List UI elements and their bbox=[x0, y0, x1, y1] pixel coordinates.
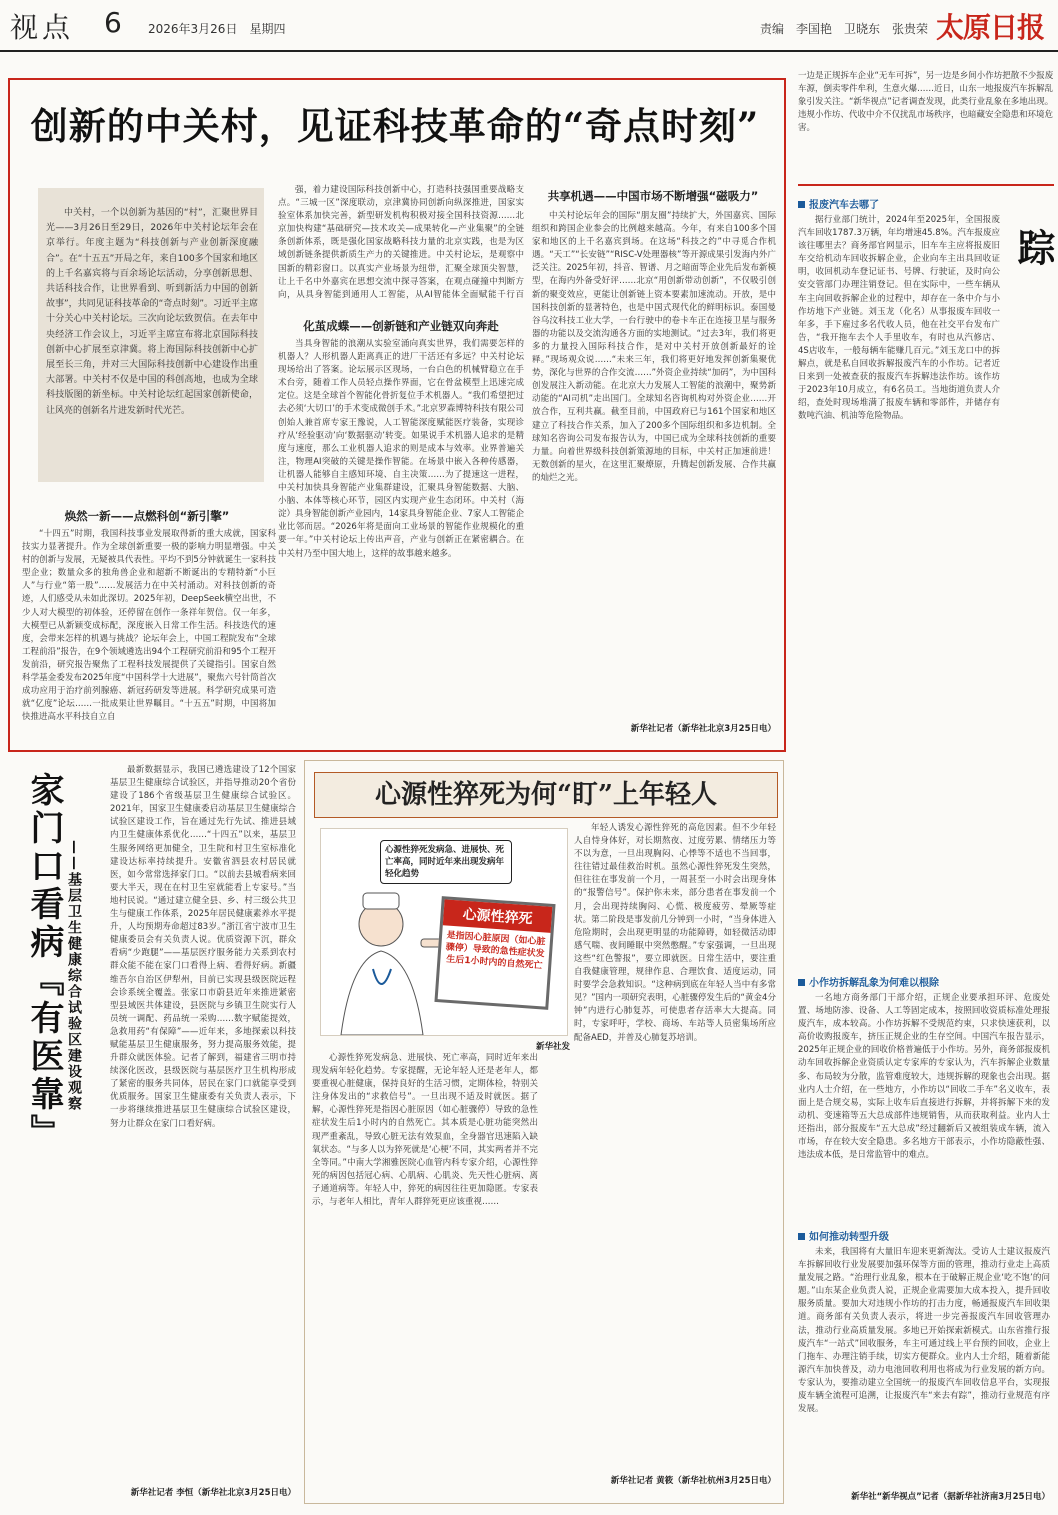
clinic-vertical-subtitle: ——基层卫生健康综合试验区建设观察 bbox=[66, 840, 82, 1112]
sign-heading: 心源性猝死 bbox=[443, 899, 553, 932]
newspaper-logo: 太原日报 bbox=[936, 11, 1045, 44]
article-col-3: 中关村论坛年会的国际“朋友圈”持续扩大，外国嘉宾、国际组织和跨国企业参会的比例越来越高。今年，有来自100多个国家和地区的上千名嘉宾到场。在这场“科技之约”中寻觅合作机遇。“天工”“长安链”“RISC-V处理器核”等开源成果引发海内外广泛关注。2025年初，抖音、智谱、月之暗面等企业先后发布新模型，在海内外备受好评……北京“用创新带动创新”，不仅吸引创新的聚变效应，更能让创新链上资本要素加速流动。开放，是中国科技创新的显著特色，也是中国式现代化的鲜明标识。泰国曼谷乌汶科技工业大学，一台行驶中的卷卡车正在连接卫星与服务器的功能以及交流沟通各方面的实地测试。“过去3年，我们将更多的力量投入国际科技合作，是对中关村开放创新最好的诠释。”现场观众说……“未来三年，我们将更好地发挥创新集聚优势，深化与世界的合作交流……”外资企业持续“加码”，为中国科创发展注入新动能。在北京大力发展人工智能的浪潮中，聚势新动能的“AI司机”走出国门。全球知名咨询机构对外资企业……开放合作，互利共赢。截至目前，中国政府已与161个国家和地区建立了科技合作关系，加入了200多个国际组织和多边机制。全球知名咨询公司发布报告认为，中国已成为全球科技创新的重要力量。向着世界级科技创新策源地的目标，中关村正加速前进！无数创新的星火，在这里汇聚燎原，升腾起创新发展、合作共赢的灿烂之光。 bbox=[532, 211, 776, 483]
scrap-vertical-title: 踪 bbox=[1011, 228, 1056, 272]
square-bullet-icon bbox=[798, 979, 805, 986]
scrap-top-rule bbox=[798, 184, 1054, 186]
story4-credit: 新华社“新华视点”记者（据新华社济南3月25日电） bbox=[851, 1492, 1050, 1502]
heart-story-title: 心源性猝死为何“盯”上年轻人 bbox=[314, 772, 778, 818]
story1-credit: 新华社记者（新华社北京3月25日电） bbox=[630, 724, 776, 734]
story2-credit: 新华社记者 李恒（新华社北京3月25日电） bbox=[130, 1488, 296, 1498]
scrap-sec1-head: 报废汽车去哪了 bbox=[798, 196, 998, 211]
clinic-article: 最新数据显示，我国已遴选建设了12个国家基层卫生健康综合试验区，并指导推动20个省份建设了186个省级基层卫生健康综合试验区。2021年，国家卫生健康委启动基层卫生健康综合试验区建设工作，旨在通过先行先试、推进县域内卫生健康体系优化……“十四五”以来，基层卫生服务网络更加健全，卫生院和村卫生室标准化建设达标率持续提升。安徽省泗县农村居民就医，如今常常选择家门口。“以前去县城看病来回要大半天，现在在村卫生室就能看上专家号。”当地村民说。“通过建立健全县、乡、村三级公共卫生与健康工作体系，2025年居民健康素养水平提升，人均预期寿命超过83岁。”浙江省宁波市卫生健康委员会有关负责人说。优质资源下沉，群众看病“少跑腿”——基层医疗服务能力关系到农村群众能不能在家门口看得上病、看得好病。新疆维吾尔自治区伊犁州，目前已实现县级医院远程会诊系统全覆盖。张家口市蔚县近年来推进紧密型县域医共体建设，县医院与乡镇卫生院实行人员统一调配、药品统一采购……数字赋能提效，急救用药“有保障”——近年来，多地探索以科技赋能基层卫生健康服务，努力提高服务效能，提升群众就医体验。记者了解到，福建省三明市持续深化医改，县级医院与基层医疗卫生机构形成了紧密的服务共同体，居民在家门口就能享受到优质服务。国家卫生健康委有关负责人表示，下一步将继续推进基层卫生健康综合试验区建设，努力让群众在家门口看好病。 bbox=[110, 765, 296, 1129]
scrap-sec1-text: 据行业部门统计，2024年至2025年，全国报废汽车回收1787.3万辆，年均增速45.8%。汽车报废应该往哪里去？商务部官网显示，旧车车主应将报废旧车交给机动车回收拆解企业，企业向车主出具回收证明，收回机动车登记证书、号牌、行驶证，及时向公安交管部门办理注销登记。但在实际中，一些车辆从车主向回收拆解企业的过程中，却存在一条中介与小作坊地下产业链。刘玉龙（化名）从事报废车回收一年多，手下雇过多名代收人员，他在社交平台发布广告，“我开拖车去个人手里收车，有时也从汽修店、4S店收车，一般每辆车能赚几百元。”刘玉龙口中的拆解点，就是私自回收拆解报废汽车的小作坊。记者近日来到一处被查获的报废汽车拆解违法作坊。该作坊于2023年10月成立，有6名员工。当地街道负责人介绍，查处时现场堆满了报废车辆和零部件，并储存有数吨汽油、机油等危险物品。 bbox=[798, 215, 1000, 422]
sign-definition: 是指因心脏原因（如心脏骤停）导致的急性症状发生后1小时内的自然死亡 bbox=[445, 930, 546, 972]
heart-article-b: 年轻人诱发心源性猝死的高危因素。但不少年轻人自恃身体好，对长期熬夜、过度劳累、情绪压力等不以为意，一旦出现胸闷、心悸等不适也不当回事，往往错过最佳救治时机。虽然心源性猝死发生突然，但往往在事发前一个月，一周甚至一小时会出现身体的“报警信号”。保护你未来，部分患者在事发前一个月，会出现持续胸闷、心慌、极度疲劳、晕厥等症状。第二阶段是事发前几分钟到一小时，“当身体进入危险期时，会出现更明显的功能障碍，如轻微活动即感气喘、夜间睡眠中突然憋醒。”专家强调，一旦出现这些“红色警报”，要立即就医。日常生活中，要注重自我健康管理，规律作息、合理饮食、适度运动，同时要学会急救知识。“这种病到底在年轻人当中有多常见？”国内一项研究表明，心脏骤停发生后的“黄金4分钟”内进行心肺复苏，可使患者存活率大大提高。同时，专家呼吁，学校、商场、车站等人员密集场所应配备AED，并普及心肺复苏培训。 bbox=[574, 823, 776, 1043]
subhead-chain: 化茧成蝶——创新链和产业链双向奔赴 bbox=[303, 319, 499, 333]
scrap-intro: 一边是正规拆车企业“无车可拆”，另一边是乡间小作坊把散不少报废车源，倒卖零件牟利，生意火爆……近日，山东一地报废汽车拆解乱象引发关注。“新华视点”记者调查发现，此类行业乱象在多地出现。违规小作坊、代收中介不仅扰乱市场秩序，也暗藏安全隐患和环境危害。 bbox=[798, 71, 1054, 133]
definition-sign bbox=[434, 896, 555, 1010]
story3-credit: 新华社记者 黄筱（新华社杭州3月25日电） bbox=[610, 1476, 776, 1486]
issue-date: 2026年3月26日 星期四 bbox=[148, 22, 286, 36]
article-col-2b: 当具身智能的浪潮从实验室涌向真实世界，我们需要怎样的机器人？人形机器人距离真正的进厂干活还有多远？中关村论坛现场给出了答案。论坛展示区现场，一台白色的机械臂稳立在手术台旁，随着工作人员轻点操作界面，它在骨盆模型上迅速完成定位。这是全球首个智能化骨折复位手术机器人。“我们希望把过去必须‘大切口’的手术变成微创手术。”北京罗森博特科技有限公司创始人兼首席专家王豫说，人工智能深度赋能医疗装备，实现诊疗从‘经验驱动’向‘数据驱动’转变。如果说手术机器人追求的是精度与速度，那么工业机器人追求的则是成本与效率。业界普遍关注，物理AI突破的关键是操作智能。在场景中嵌入各种传感器，让机器人能够自主感知环境、自主决策……为了提速这一进程，中关村加快具身智能产业集群建设，汇聚具身智能数据、大脑、小脑、本体等核心环节，园区内实现产业生态闭环。中关村（海淀）具身智能创新产业园内，14家具身智能企业、7家人工智能企业比邻而居。“2026年将是面向工业场景的智能作业规模化的重要一年。”中关村论坛上传出声音，产业与创新正在紧密耦合。在中关村乃至中国大地上，这样的故事越来越多。 bbox=[278, 339, 524, 559]
cartoon-credit: 新华社发 bbox=[536, 1042, 571, 1052]
article-col-1: “十四五”时期，我国科技事业发展取得新的重大成就，国家科技实力显著提升。作为全球创新重要一极的影响力明显增强。中关村的创新与发展，无疑被具代表性。平均不到5分钟就诞生一家科技型企业；数量众多的独角兽企业和超新不断诞出的专精特新“小巨人”与行业“第一股”……发展活力在中关村涌动。对科技创新的奇迹，人们感受从未如此深切。2025年初，DeepSeek横空出世，不少人对大模型的初体验，还停留在创作一条祥年贺信。仅一年多，大模型已从新颖变成标配，深度嵌入日常工作生活。科技迭代的速度，会带来怎样的机遇与挑战？论坛年会上，中国工程院发布“全球工程前沿”报告，在9个领域遴选出94个工程研究前沿和95个工程开发前沿，研究报告聚焦了工程科技发展提供了关键指引。国家自然科学基金委发布2025年度“中国科学十大进展”，聚焦六号针筒首次成功应用于治疗前列腺癌、新冠药研发等进展。科学研究成果可造就“亿度”论坛……一批成果让世界瞩目。“十五五”时期，中国将加快推进高水平科技自立自 bbox=[22, 529, 276, 723]
subhead-opportunity: 共享机遇——中国市场不断增强“磁吸力” bbox=[547, 189, 759, 203]
lead-text: 中关村，一个以创新为基因的“村”，汇聚世界目光——3月26日至29日，2026年中关村论坛年会在京举行。年度主题为“科技创新与产业创新深度融合”。在“十五五”开局之年，来自100多个国家和地区的上千名嘉宾将与百余场论坛活动，分享创新思想、共话科技合作，让世界看到、听到新活力中国的创新故事”，共同见证科技革命的“奇点时刻”。习近平主席十分关心中关村论坛。三次向论坛致贺信。在去年中央经济工作会议上，习近平主席宣布将北京国际科技创新中心扩展至京津冀。将上海国际科技创新中心扩展至长三角，并对三大国际科技创新中心建设作出重大部署。中关村不仅是中国的科创高地，也成为全球科技版图的新坐标。中关村论坛红起国家创新使命，让风亮的创新名片进发新时代光芒。 bbox=[46, 208, 258, 416]
square-bullet-icon bbox=[798, 1233, 805, 1240]
cartoon-caption: 心源性猝死发病急、进展快、死亡率高，同时近年来出现发病年轻化趋势 bbox=[380, 840, 512, 884]
subhead-new-engine: 焕然一新——点燃科创“新引擎” bbox=[64, 509, 230, 523]
editors-line: 责编 李国艳 卫晓东 张贵荣 bbox=[760, 22, 929, 36]
clinic-vertical-title: 家门口看病『有医靠』 bbox=[24, 772, 64, 1152]
heart-article-a: 心源性猝死发病急、进展快、死亡率高，同时近年来出现发病年轻化趋势。专家提醒，无论年轻人还是老年人，都要重视心脏健康，保持良好的生活习惯，定期体检，特别关注身体发出的“求救信号”。一旦出现不适及时就医。据了解，心源性猝死是指因心脏原因（如心脏骤停）导致的急性症状发生后1小时内的自然死亡。其本质是心脏功能突然出现严重紊乱，导致心脏无法有效泵血，全身器官迅速陷入缺氧状态。“与多人以为猝死就是‘心梗’不同，其实两者并不完全等同。”中南大学湘雅医院心血管内科专家介绍，心源性猝死的病因包括冠心病、心肌病、心肌炎、先天性心脏病、离子通道病等。年轻人中，猝死的病因往往更加隐匿。专家表示，与老年人相比，青年人群猝死更应该重视…… bbox=[312, 1053, 538, 1208]
page-number: 6 bbox=[104, 6, 122, 39]
scrap-sec3-text: 未来，我国将有大量旧车迎来更新淘汰。受访人士建议报废汽车拆解回收行业发展要加强环保等方面的管理，推动行业走上高质量发展之路。“治理行业乱象，根本在于破解正规企业‘吃不饱’的问题。”山东某企业负责人说，正规企业需要加大成本投入，提升回收服务质量。要加大对违规小作坊的打击力度，畅通报废汽车回收渠道。商务部有关负责人表示，将进一步完善报废汽车回收管理办法，推动行业高质量发展。多地已开始探索新模式。山东省推行报废汽车“一站式”回收服务，车主可通过线上平台预约回收，企业上门拖车、办理注销手续，切实方便群众。业内人士介绍，随着新能源汽车加快普及，动力电池回收利用也将成为行业发展的新方向。专家认为，要推动建立全国统一的报废汽车回收信息平台，实现报废车辆全流程可追溯，让报废汽车“来去有踪”，推动行业规范有序发展。 bbox=[798, 1247, 1050, 1415]
article-col-2a: 强，着力建设国际科技创新中心，打造科技强国重要战略支点。“三城一区”深度联动，京津冀协同创新向纵深推进，国家实验室体系加快完善，新型研发机构积极对接全国科技资源……北京加快构建“基础研究—技术攻关—成果转化—产业集聚”的全链条创新体系，既是强化国家战略科技力量的北京实践，也是为区域创新链条提供新质生产力的关键推进。中关村论坛，是观察中国新的精彩窗口。以真实产业场景为纽带，汇聚全球顶尖智慧，让上千名中外嘉宾在思想交流中探寻答案，在观点碰撞中判断方向，从具身智能到通用人工智能，从AI智能体全面赋能千行百 bbox=[278, 185, 524, 300]
scrap-sec3-head: 如何推动转型升级 bbox=[798, 1228, 1048, 1243]
square-bullet-icon bbox=[798, 201, 805, 208]
scrap-sec2-text: 一名地方商务部门干部介绍，正规企业要承担环评、危废处置、场地防渗、设备、人工等固定成本，按照回收资质标准处理报废汽车，成本较高。小作坊拆解不受规范约束，只求快速获利，以高价收购报废车，挤压正规企业的生存空间。中国汽车报告显示，2025年正规企业的回收价格普遍低于小作坊。另外，商务部报废机动车回收拆解企业资质认定专家库的专家认为，汽车拆解企业数量多、布局较为分散，监管难度较大，违规拆解的现象也会出现。据业内人士介绍，在一些地方，小作坊以“回收二手车”名义收车，表面上是合规交易，实际上收车后直接进行拆解，并将拆解下来的发动机、变速箱等五大总成部件违规销售，从而获取利益。业内人士还指出，部分报废车“五大总成”经过翻新后又被组装成车辆，流入市场，存在较大安全隐患。多名地方干部表示，小作坊隐蔽性强、违法成本低，是日常监管中的难点。 bbox=[798, 993, 1050, 1161]
section-name: 视点 bbox=[10, 11, 75, 44]
zhongguancun-headline: 创新的中关村，见证科技革命的“奇点时刻” bbox=[30, 104, 760, 148]
scrap-sec2-head: 小作坊拆解乱象为何难以根除 bbox=[798, 974, 1048, 989]
